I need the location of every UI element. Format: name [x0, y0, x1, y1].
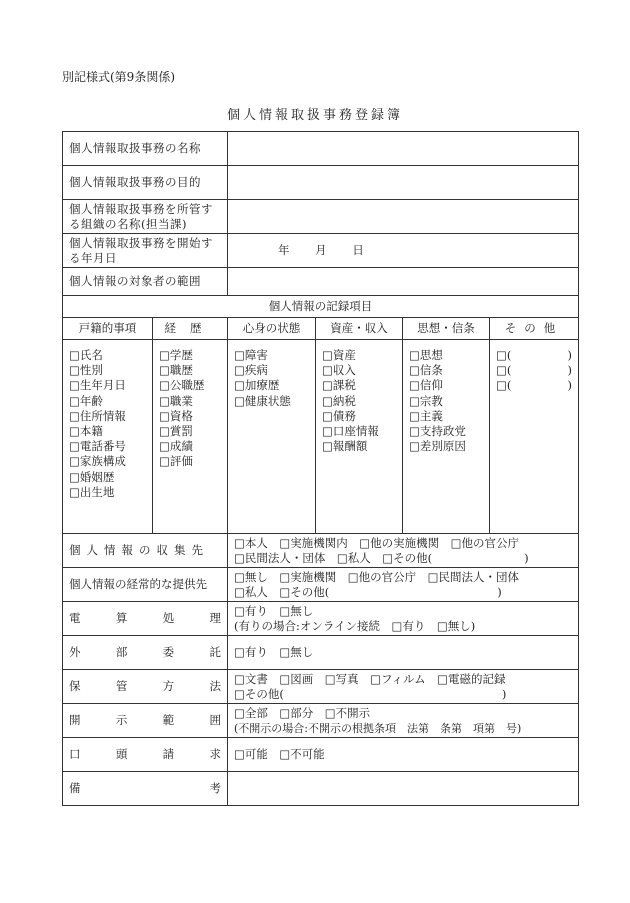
date-year: 年 — [278, 243, 290, 257]
collection-options-2[interactable]: □民間法人・団体 □私人 □その他( ) — [234, 550, 529, 565]
label-scope: 個人情報の対象者の範囲 — [63, 268, 228, 296]
checkbox-item[interactable]: □納税 — [322, 393, 356, 408]
row-remarks — [63, 772, 579, 806]
storage-options-1[interactable]: □文書 □図画 □写真 □フィルム □電磁的記録 — [234, 671, 506, 686]
label-outsourcing: 外 部 委 託 — [63, 636, 228, 670]
col-header-belief: 思想・信条 — [403, 318, 490, 340]
items-health — [228, 340, 316, 534]
form-title: 個人情報取扱事務登録簿 — [226, 108, 403, 123]
checkbox-item[interactable]: □生年月日 — [69, 378, 126, 393]
checkbox-item[interactable]: □婚姻歴 — [69, 469, 115, 484]
disclosure-options-2[interactable]: (不開示の場合:不開示の根拠条項 法第 条第 項第 号) — [234, 721, 522, 735]
checkbox-item[interactable]: □電話番号 — [69, 439, 126, 454]
checkbox-item[interactable]: □信条 — [409, 363, 443, 378]
checkbox-item[interactable]: □加療歴 — [234, 378, 280, 393]
date-day: 日 — [352, 243, 364, 257]
checkbox-item[interactable]: □資産 — [322, 348, 356, 362]
checkbox-item[interactable]: □疾病 — [234, 363, 268, 378]
items-assets — [316, 340, 403, 534]
label-collection: 個人情報の収集先 — [63, 534, 228, 568]
items-other — [490, 340, 579, 534]
row-storage — [63, 670, 579, 704]
value-start-date[interactable] — [228, 234, 579, 268]
row-purpose — [63, 166, 579, 200]
checkbox-item[interactable]: □障害 — [234, 348, 268, 362]
checkbox-item[interactable]: □家族構成 — [69, 454, 126, 469]
value-purpose[interactable] — [228, 166, 579, 200]
label-provision: 個人情報の経常的な提供先 — [63, 568, 228, 602]
provision-options-2[interactable]: □私人 □その他( ) — [234, 584, 502, 599]
value-oral — [228, 738, 579, 772]
label-disclosure: 開 示 範 囲 — [63, 704, 228, 738]
label-org: 個人情報取扱事務を所管する組織の名称(担当課) — [63, 200, 228, 234]
checkbox-item[interactable]: □成績 — [159, 439, 193, 454]
checkbox-item[interactable]: □公職歴 — [159, 378, 205, 393]
oral-options[interactable]: □可能 □不可能 — [234, 747, 325, 761]
disclosure-options-1[interactable]: □全部 □部分 □不開示 — [234, 705, 371, 720]
row-record-title — [63, 296, 579, 318]
row-record-items — [63, 340, 579, 534]
outsourcing-options[interactable]: □有り □無し — [234, 645, 314, 659]
row-outsourcing — [63, 636, 579, 670]
row-collection — [63, 534, 579, 568]
computer-options-1[interactable]: □有り □無し — [234, 603, 314, 618]
value-org[interactable] — [228, 200, 579, 234]
label-computer: 電 算 処 理 — [63, 602, 228, 636]
checkbox-item[interactable]: □差別原因 — [409, 439, 466, 454]
value-disclosure — [228, 704, 579, 738]
checkbox-item[interactable]: □氏名 — [69, 348, 103, 362]
checkbox-item[interactable]: □信仰 — [409, 378, 443, 393]
label-oral: 口 頭 請 求 — [63, 738, 228, 772]
col-header-health: 心身の状態 — [228, 318, 316, 340]
value-outsourcing — [228, 636, 579, 670]
label-purpose: 個人情報取扱事務の目的 — [63, 166, 228, 200]
label-storage: 保 管 方 法 — [63, 670, 228, 704]
checkbox-item[interactable]: □住所情報 — [69, 408, 126, 423]
checkbox-item[interactable]: □課税 — [322, 378, 356, 393]
other-item[interactable]: □( ) — [496, 363, 573, 378]
value-computer — [228, 602, 579, 636]
col-header-career: 経歴 — [153, 318, 228, 340]
registry-form — [62, 131, 579, 806]
checkbox-item[interactable]: □主義 — [409, 408, 443, 423]
other-item[interactable]: □( ) — [496, 348, 573, 362]
checkbox-item[interactable]: □年齢 — [69, 393, 103, 408]
checkbox-item[interactable]: □賞罰 — [159, 424, 193, 439]
label-remarks: 備 考 — [63, 772, 228, 806]
value-remarks[interactable] — [228, 772, 579, 806]
label-name: 個人情報取扱事務の名称 — [63, 132, 228, 166]
computer-options-2[interactable]: (有りの場合:オンライン接続 □有り □無し) — [234, 618, 476, 633]
collection-options-1[interactable]: □本人 □実施機関内 □他の実施機関 □他の官公庁 — [234, 535, 519, 550]
checkbox-item[interactable]: □健康状態 — [234, 393, 291, 408]
checkbox-item[interactable]: □収入 — [322, 363, 356, 378]
items-family — [63, 340, 153, 534]
row-disclosure — [63, 704, 579, 738]
provision-options-1[interactable]: □無し □実施機関 □他の官公庁 □民間法人・団体 — [234, 569, 519, 584]
row-name — [63, 132, 579, 166]
checkbox-item[interactable]: □宗教 — [409, 393, 443, 408]
value-name[interactable] — [228, 132, 579, 166]
checkbox-item[interactable]: □評価 — [159, 454, 193, 469]
items-belief — [403, 340, 490, 534]
col-header-other: その他 — [490, 318, 579, 340]
checkbox-item[interactable]: □口座情報 — [322, 424, 379, 439]
row-computer — [63, 602, 579, 636]
other-item[interactable]: □( ) — [496, 378, 573, 393]
date-month: 月 — [315, 243, 327, 257]
checkbox-item[interactable]: □職歴 — [159, 363, 193, 378]
checkbox-item[interactable]: □報酬額 — [322, 439, 368, 454]
col-header-family: 戸籍的事項 — [63, 318, 153, 340]
value-storage — [228, 670, 579, 704]
checkbox-item[interactable]: □性別 — [69, 363, 103, 378]
checkbox-item[interactable]: □本籍 — [69, 424, 103, 439]
form-reference: 別記様式(第9条関係) — [62, 70, 175, 84]
row-scope — [63, 268, 579, 296]
value-provision — [228, 568, 579, 602]
row-provision — [63, 568, 579, 602]
checkbox-item[interactable]: □債務 — [322, 408, 356, 423]
row-org — [63, 200, 579, 234]
label-start-date: 個人情報取扱事務を開始する年月日 — [63, 234, 228, 268]
checkbox-item[interactable]: □学歴 — [159, 348, 193, 362]
record-items-title: 個人情報の記録項目 — [63, 296, 579, 318]
row-oral — [63, 738, 579, 772]
checkbox-item[interactable]: □資格 — [159, 408, 193, 423]
checkbox-item[interactable]: □出生地 — [69, 484, 115, 499]
checkbox-item[interactable]: □思想 — [409, 348, 443, 362]
row-record-headers — [63, 318, 579, 340]
row-start-date — [63, 234, 579, 268]
value-collection — [228, 534, 579, 568]
value-scope[interactable] — [228, 268, 579, 296]
storage-options-2[interactable]: □その他( ) — [234, 686, 507, 701]
items-career — [153, 340, 228, 534]
checkbox-item[interactable]: □職業 — [159, 393, 193, 408]
checkbox-item[interactable]: □支持政党 — [409, 424, 466, 439]
col-header-assets: 資産・収入 — [316, 318, 403, 340]
